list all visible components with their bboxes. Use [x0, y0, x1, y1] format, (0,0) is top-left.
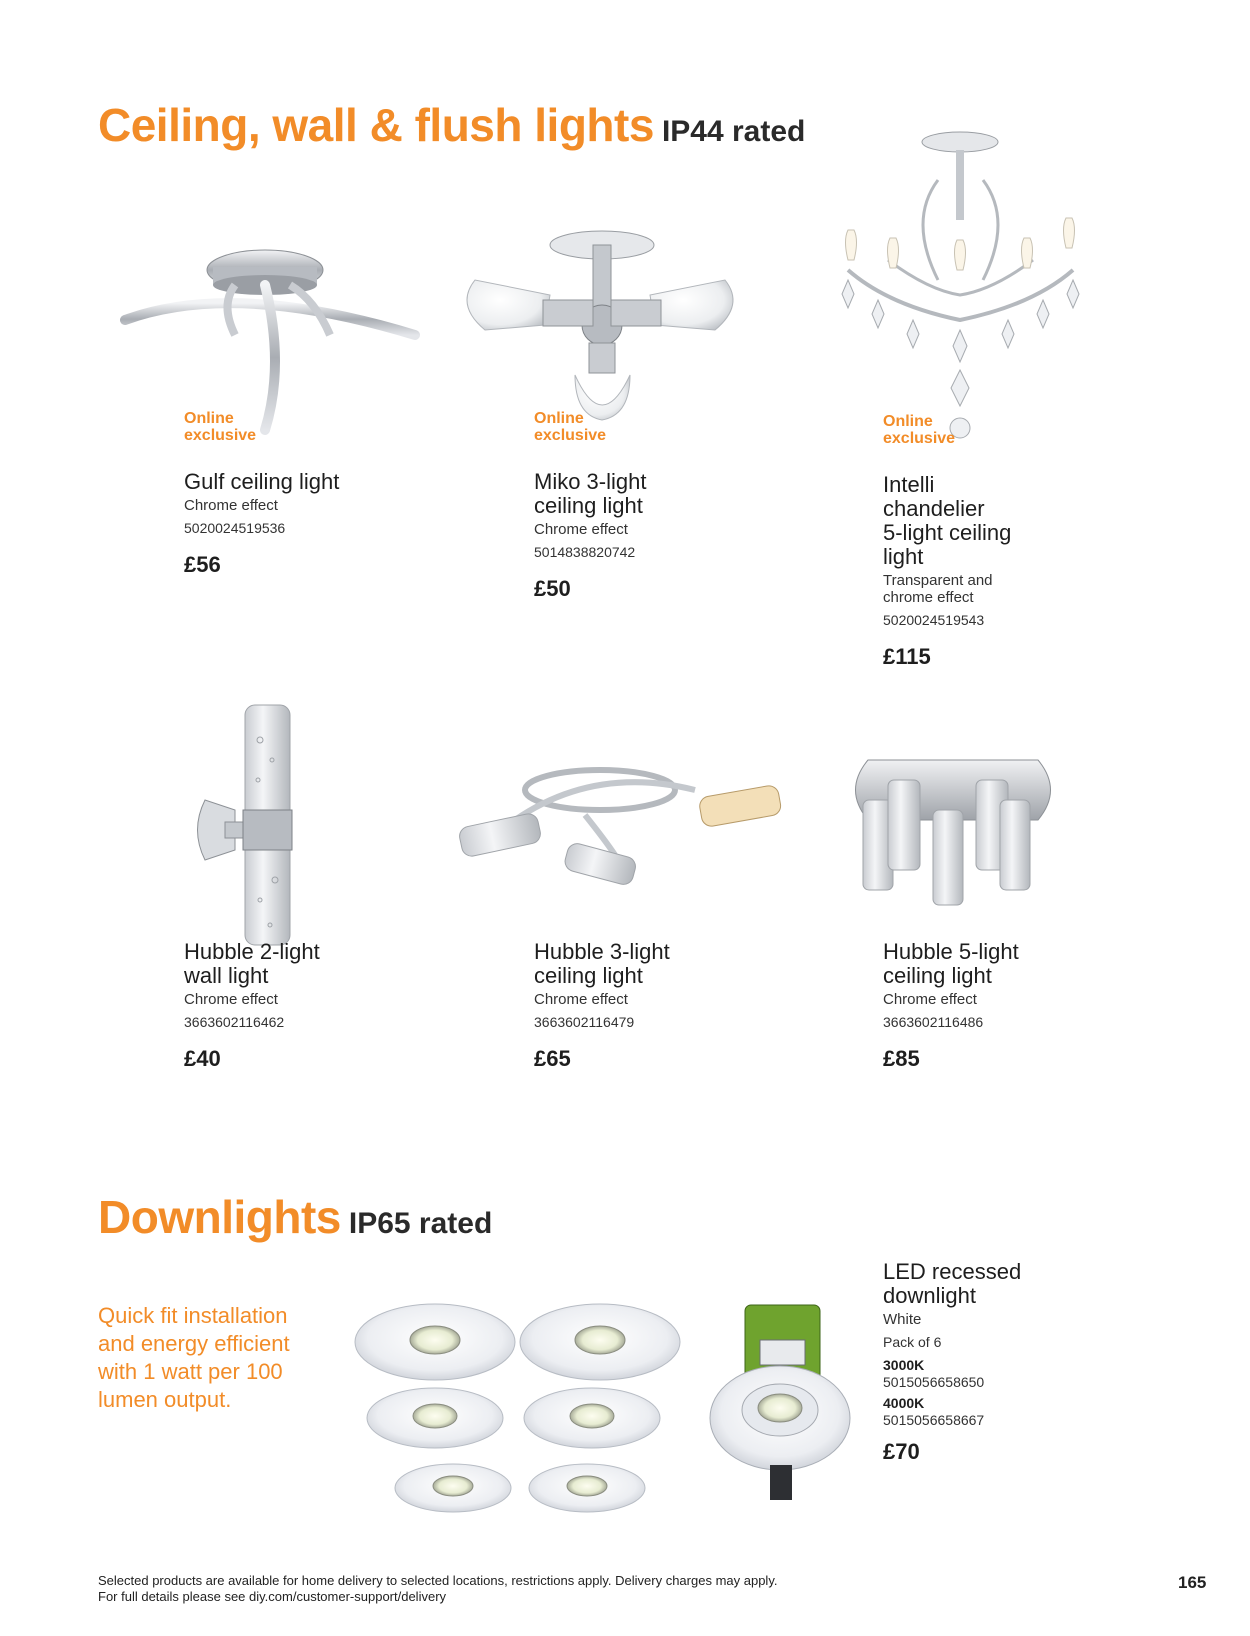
- product-name: LED recessed downlight: [883, 1259, 1022, 1308]
- product-code: 5020024519536: [184, 520, 286, 536]
- product-finish: Chrome effect: [534, 991, 628, 1008]
- product-hubble-2: [184, 940, 484, 1072]
- online-exclusive-badge: Online exclusive: [184, 410, 257, 444]
- product-name: Intelli chandelier 5-light ceiling light: [883, 472, 1012, 569]
- hubble-5-light-image: [848, 745, 1058, 910]
- product-name: Gulf ceiling light: [184, 469, 340, 494]
- product-code: 5020024519543: [883, 612, 985, 628]
- product-led-downlight: [883, 1260, 1183, 1465]
- product-price: £65: [534, 1046, 571, 1071]
- product-name: Hubble 2-light wall light: [184, 939, 320, 988]
- online-exclusive-badge: Online exclusive: [534, 410, 607, 444]
- delivery-note: Selected products are available for home delivery to selected locations, restrictions apply. Delivery charges may apply. For full details please see diy.com/customer-support/delivery: [98, 1573, 778, 1604]
- product-price: £50: [534, 576, 571, 601]
- product-hubble-5: [883, 940, 1183, 1072]
- online-exclusive-badge: Online exclusive: [883, 413, 956, 447]
- hubble-wall-light-image: [190, 700, 310, 955]
- product-gulf: [184, 410, 484, 578]
- product-name: Hubble 5-light ceiling light: [883, 939, 1019, 988]
- product-price: £70: [883, 1439, 920, 1464]
- product-finish: White: [883, 1311, 922, 1328]
- product-code: 5014838820742: [534, 544, 636, 560]
- downlights-section-heading: Downlights: [98, 1191, 341, 1243]
- product-price: £115: [883, 644, 931, 669]
- gulf-light-image: [115, 225, 425, 440]
- downlight-promo-text: Quick fit installation and energy efficient with 1 watt per 100 lumen output.: [98, 1303, 290, 1412]
- product-name: Miko 3-light ceiling light: [534, 469, 647, 518]
- product-variant-3000k: 3000K 5015056658650: [883, 1357, 985, 1390]
- product-price: £40: [184, 1046, 221, 1071]
- product-miko: [534, 410, 834, 602]
- product-pack-size: Pack of 6: [883, 1334, 942, 1350]
- page-number: 165: [1178, 1573, 1207, 1592]
- product-name: Hubble 3-light ceiling light: [534, 939, 670, 988]
- product-finish: Chrome effect: [184, 497, 278, 514]
- downlights-section-title: [98, 1190, 492, 1244]
- product-code: 3663602116462: [184, 1014, 285, 1030]
- ceiling-section-heading: Ceiling, wall & flush lights: [98, 99, 654, 151]
- downlights-section-rating: IP65 rated: [348, 1207, 493, 1240]
- chandelier-image: [828, 130, 1093, 445]
- product-code: 3663602116479: [534, 1014, 635, 1030]
- product-intelli: [883, 413, 1183, 670]
- product-price: £56: [184, 552, 221, 577]
- product-finish: Chrome effect: [534, 521, 628, 538]
- product-finish: Chrome effect: [883, 991, 977, 1008]
- product-finish: Chrome effect: [184, 991, 278, 1008]
- product-code: 3663602116486: [883, 1014, 984, 1030]
- product-finish: Transparent and chrome effect: [883, 572, 993, 606]
- downlight-image: [355, 1300, 875, 1545]
- hubble-3-light-image: [455, 745, 785, 905]
- ceiling-section-title: [98, 98, 805, 152]
- product-price: £85: [883, 1046, 920, 1071]
- product-variant-4000k: 4000K 5015056658667: [883, 1395, 985, 1428]
- product-hubble-3: [534, 940, 834, 1072]
- ceiling-section-rating: IP44 rated: [661, 115, 806, 148]
